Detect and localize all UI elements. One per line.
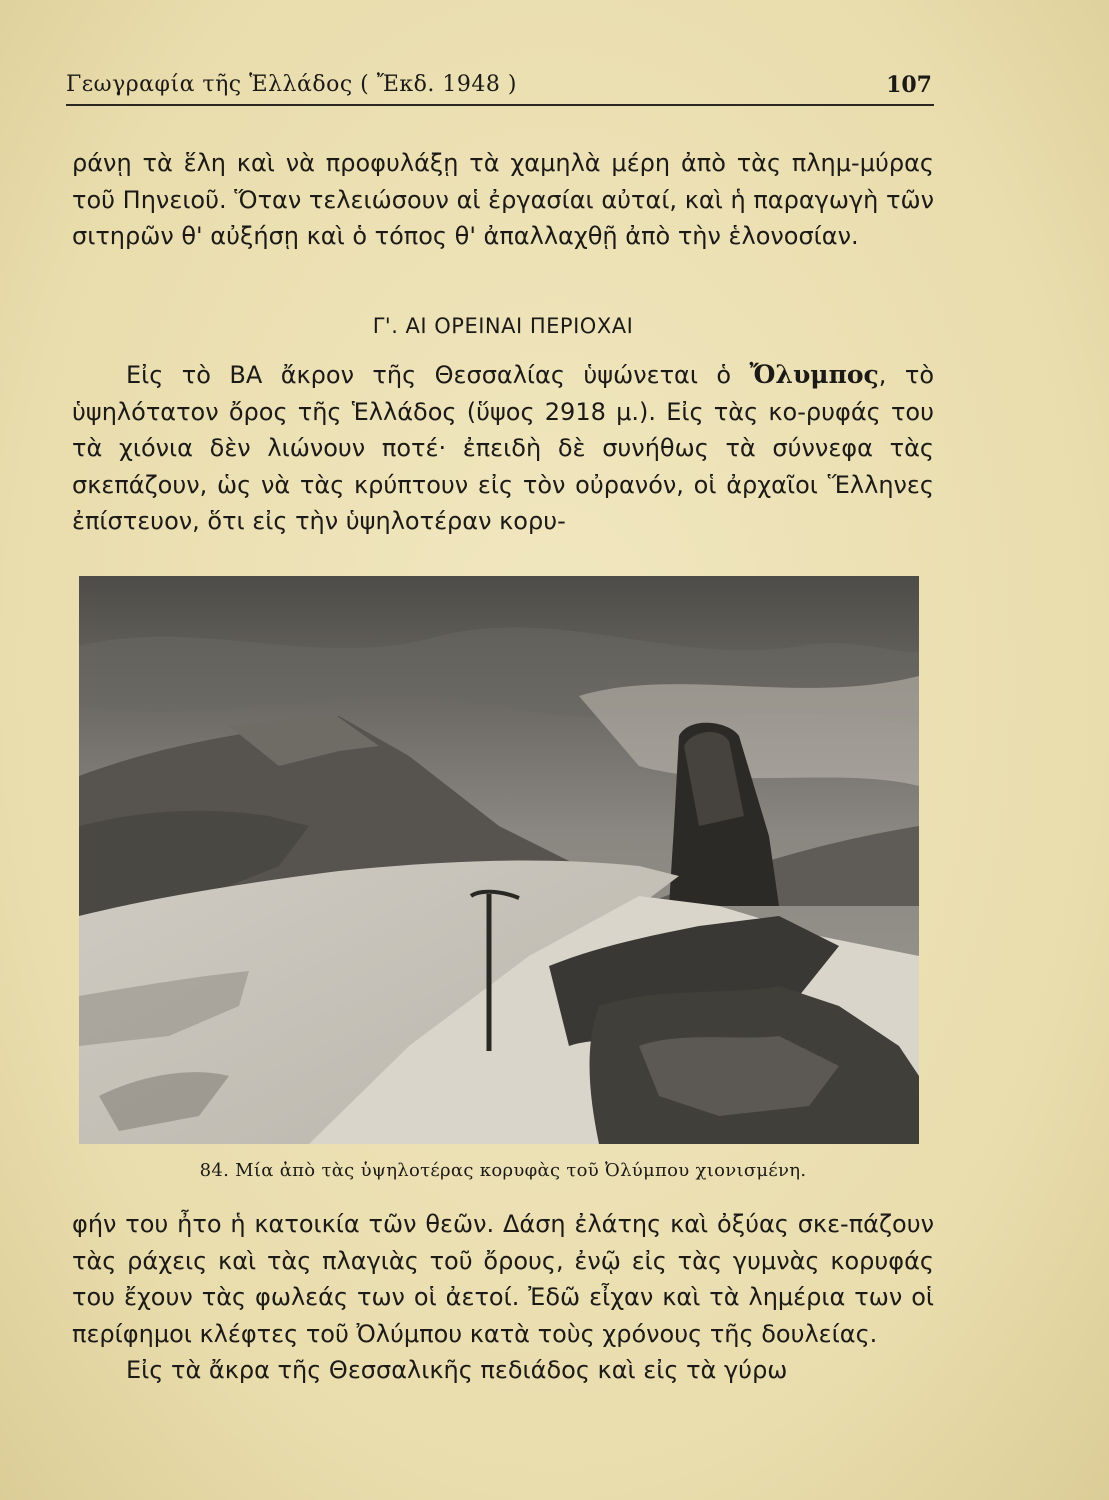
olympus-paragraph (72, 357, 934, 540)
paragraph-next: Εἰς τὰ ἄκρα τῆς Θεσσαλικῆς πεδιάδος καὶ εἰς τὰ γύρω (126, 1356, 788, 1384)
olympus-name: Ὄλυμπος (749, 360, 879, 389)
olympus-paragraph-text (72, 357, 934, 540)
paragraph-bottom (72, 1206, 934, 1389)
olympus-text-before: Εἰς τὸ ΒΑ ἄκρον τῆς Θεσσαλίας ὑψώνεται ὁ (126, 361, 750, 389)
header-title: Γεωγραφία τῆς Ἑλλάδος ( Ἔκδ. 1948 ) (66, 72, 517, 97)
olympus-text-after: , τὸ ὑψηλότατον ὄρος τῆς Ἑλλάδος (ὕψος 2918 μ.). Εἰς τὰς κο-ρυφάς του τὰ χιόνια δὲν λιώνουν ποτέ· ἐπειδὴ δὲ συνήθως τὰ σύννεφα τὰς σκεπάζουν, ὡς νὰ τὰς κρύπτουν εἰς τὸν οὐρανόν, οἱ ἀρχαῖοι Ἕλληνες ἐπίστευον, ὅτι εἰς τὴν ὑψηλοτέραν κορυ- (72, 361, 934, 535)
paragraph-top-text: ράνῃ τὰ ἕλη καὶ νὰ προφυλάξῃ τὰ χαμηλὰ μέρη ἀπὸ τὰς πλημ-μύρας τοῦ Πηνειοῦ. Ὅταν τελειώσουν αἱ ἐργασίαι αὐταί, καὶ ἡ παραγωγὴ τῶν σιτηρῶν θ' αὐξήσῃ καὶ ὁ τόπος θ' ἀπαλλαχθῇ ἀπὸ τὴν ἑλονοσίαν. (72, 149, 934, 250)
mount-olympus-photo (79, 576, 919, 1144)
section-heading: Γ'. ΑΙ ΟΡΕΙΝΑΙ ΠΕΡΙΟΧΑΙ (372, 314, 634, 338)
figure-caption: 84. Μία ἀπὸ τὰς ὑψηλοτέρας κορυφὰς τοῦ Ὀλύμπου χιονισμένη. (199, 1160, 807, 1181)
paragraph-top (72, 145, 934, 255)
page-number: 107 (886, 72, 932, 98)
snowy-peak-illustration (79, 576, 919, 1144)
paragraph-continuation: φήν του ἦτο ἡ κατοικία τῶν θεῶν. Δάση ἐλάτης καὶ ὀξύας σκε-πάζουν τὰς ράχεις καὶ τὰς πλαγιὰς τοῦ ὄρους, ἐνῷ εἰς τὰς γυμνὰς κορυφάς του ἔχουν τὰς φωλεάς των οἱ ἀετοί. Ἐδῶ εἶχαν καὶ τὰ λημέρια των οἱ περίφημοι κλέφτες τοῦ Ὀλύμπου κατὰ τοὺς χρόνους τῆς δουλείας. (72, 1210, 934, 1348)
running-header (66, 68, 934, 106)
